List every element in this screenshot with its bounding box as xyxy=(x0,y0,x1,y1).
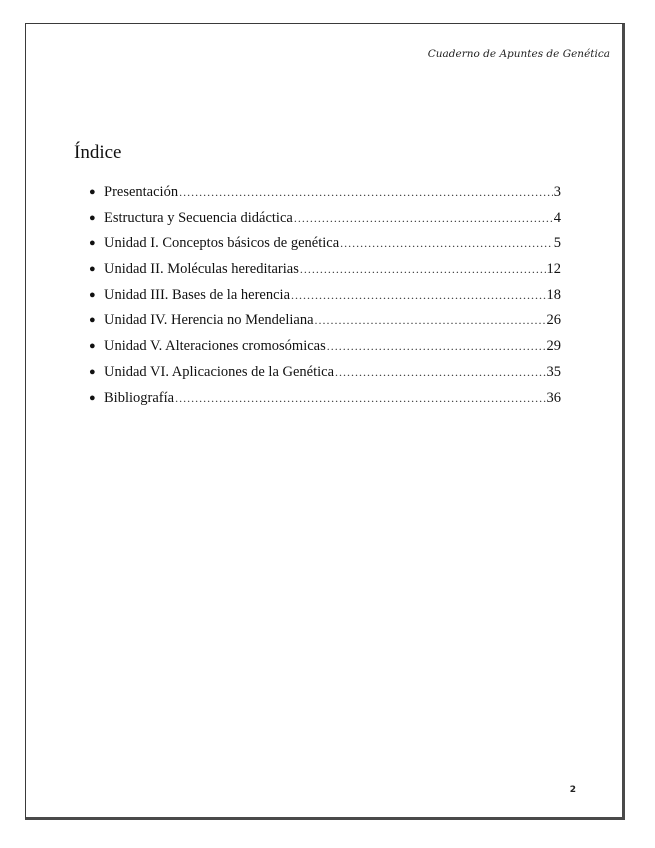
toc-entry-title: Unidad III. Bases de la herencia xyxy=(104,286,291,303)
toc-entry-unidad-4 xyxy=(89,312,561,338)
dot-leader xyxy=(178,185,553,200)
dot-leader xyxy=(174,391,545,406)
running-header: Cuaderno de Apuntes de Genética xyxy=(427,48,610,60)
dot-leader xyxy=(290,288,545,303)
dot-leader xyxy=(299,262,546,277)
document-page xyxy=(25,23,625,820)
dot-leader xyxy=(339,236,553,251)
bullet-icon: ● xyxy=(89,340,96,353)
dot-leader xyxy=(326,339,546,354)
toc-entry-title: Presentación xyxy=(104,184,179,200)
bullet-icon: ● xyxy=(89,314,96,327)
toc-entry-unidad-5 xyxy=(89,338,561,364)
toc-entry-unidad-3 xyxy=(89,287,561,313)
toc-entry-page: 18 xyxy=(546,286,561,303)
toc-entry-unidad-1 xyxy=(89,235,561,261)
bullet-icon: ● xyxy=(89,288,96,301)
toc-entry-title: Unidad IV. Herencia no Mendeliana xyxy=(104,312,314,329)
table-of-contents xyxy=(89,184,561,415)
toc-entry-page: 3 xyxy=(553,184,561,200)
toc-entry-page: 26 xyxy=(546,312,561,329)
toc-entry-page: 35 xyxy=(546,363,561,380)
toc-entry-title: Unidad I. Conceptos básicos de genética xyxy=(104,235,340,252)
page-number: 2 xyxy=(569,785,576,795)
bullet-icon: ● xyxy=(89,211,96,224)
toc-entry-title: Unidad V. Alteraciones cromosómicas xyxy=(104,338,326,355)
toc-entry-unidad-2 xyxy=(89,261,561,287)
toc-entry-presentacion xyxy=(89,184,561,210)
toc-entry-page: 4 xyxy=(553,209,561,226)
toc-entry-page: 36 xyxy=(546,389,561,406)
toc-entry-estructura xyxy=(89,210,561,236)
bullet-icon: ● xyxy=(89,391,96,404)
toc-entry-title: Unidad VI. Aplicaciones de la Genética xyxy=(104,363,335,380)
toc-entry-page: 12 xyxy=(546,261,561,278)
bullet-icon: ● xyxy=(89,365,96,378)
toc-entry-title: Unidad II. Moléculas hereditarias xyxy=(104,261,299,278)
toc-entry-title: Bibliografía xyxy=(104,389,175,406)
dot-leader xyxy=(293,211,553,226)
toc-entry-page: 29 xyxy=(546,338,561,355)
page-title: Índice xyxy=(74,142,122,163)
dot-leader xyxy=(334,365,545,380)
bullet-icon: ● xyxy=(89,263,96,276)
bullet-icon: ● xyxy=(89,186,96,198)
bullet-icon: ● xyxy=(89,237,96,250)
toc-entry-unidad-6 xyxy=(89,364,561,390)
toc-entry-bibliografia xyxy=(89,390,561,416)
toc-entry-page: 5 xyxy=(553,235,561,252)
dot-leader xyxy=(314,313,546,328)
toc-entry-title: Estructura y Secuencia didáctica xyxy=(104,209,293,226)
